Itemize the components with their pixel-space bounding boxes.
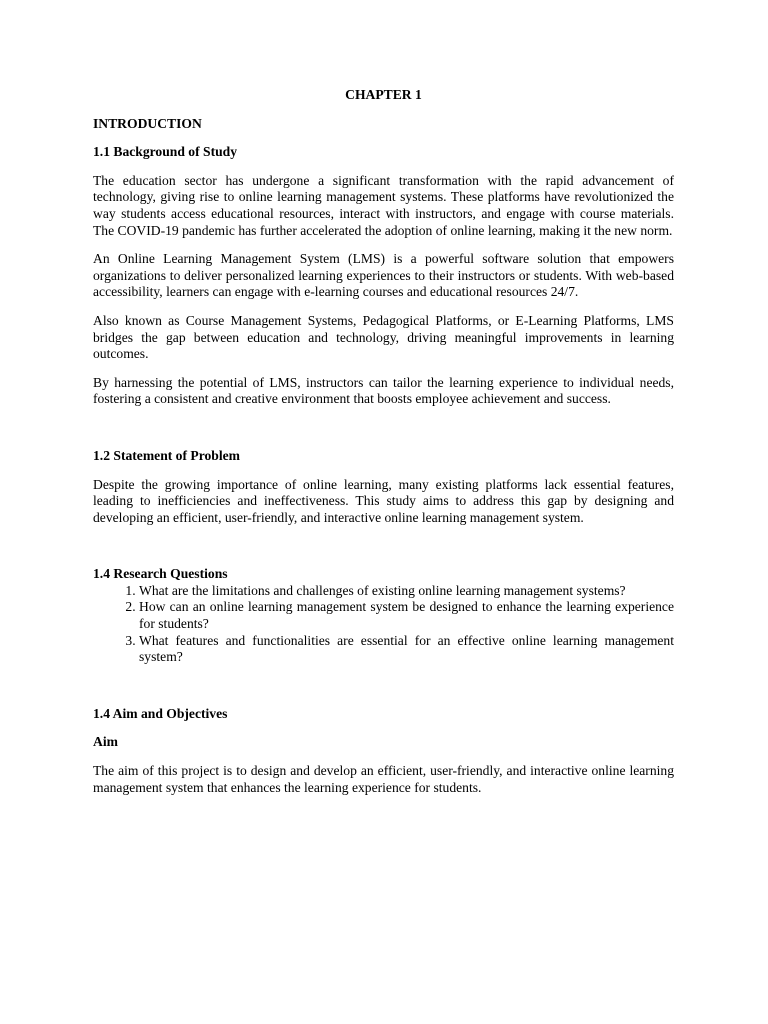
section-aim-objectives [93,706,674,796]
paragraph: An Online Learning Management System (LMS) is a powerful software solution that empowers organizations to deliver personalized learning experiences to their instructors or students. With web-based accessibility, learners can engage with e-learning courses and educational resources 24/7. [93,251,674,300]
spacer [93,666,674,706]
list-item: 1. What are the limitations and challenges of existing online learning management systems? [139,583,674,600]
section-background [93,144,674,408]
document-page [93,87,674,808]
section-heading: 1.1 Background of Study [93,144,238,160]
section-problem [93,448,674,526]
section-research-questions [93,566,674,666]
paragraph: Despite the growing importance of online learning, many existing platforms lack essential features, leading to inefficiencies and ineffectiveness. This study aims to address this gap by designing and developing an efficient, user-friendly, and interactive online learning management system. [93,476,674,525]
spacer [93,420,674,448]
research-questions-list [93,583,674,666]
section-heading: 1.4 Aim and Objectives [93,705,228,721]
section-heading: 1.4 Research Questions [93,566,228,582]
subheading: Aim [93,734,118,750]
paragraph: The education sector has undergone a significant transformation with the rapid advancement of technology, giving rise to online learning management systems. These platforms have revolutionized the way students access educational resources, interact with instructors, and engage with course materials. The COVID-19 pandemic has further accelerated the adoption of online learning, making it the new norm. [93,172,674,238]
paragraph: Also known as Course Management Systems, Pedagogical Platforms, or E-Learning Platforms, LMS bridges the gap between education and technology, driving meaningful improvements in learning outcomes. [93,312,674,362]
section-heading: 1.2 Statement of Problem [93,447,240,463]
spacer [93,538,674,566]
chapter-title: CHAPTER 1 [345,87,422,102]
introduction-heading: INTRODUCTION [93,115,202,131]
list-item: 2. How can an online learning management system be designed to enhance the learning experience for students? [139,599,674,632]
paragraph: By harnessing the potential of LMS, instructors can tailor the learning experience to individual needs, fostering a consistent and creative environment that boosts employee achievement and success. [93,374,674,407]
paragraph: The aim of this project is to design and develop an efficient, user-friendly, and interactive online learning management system that enhances the learning experience for students. [93,763,674,795]
list-item: 3. What features and functionalities are essential for an effective online learning management system? [139,633,674,666]
